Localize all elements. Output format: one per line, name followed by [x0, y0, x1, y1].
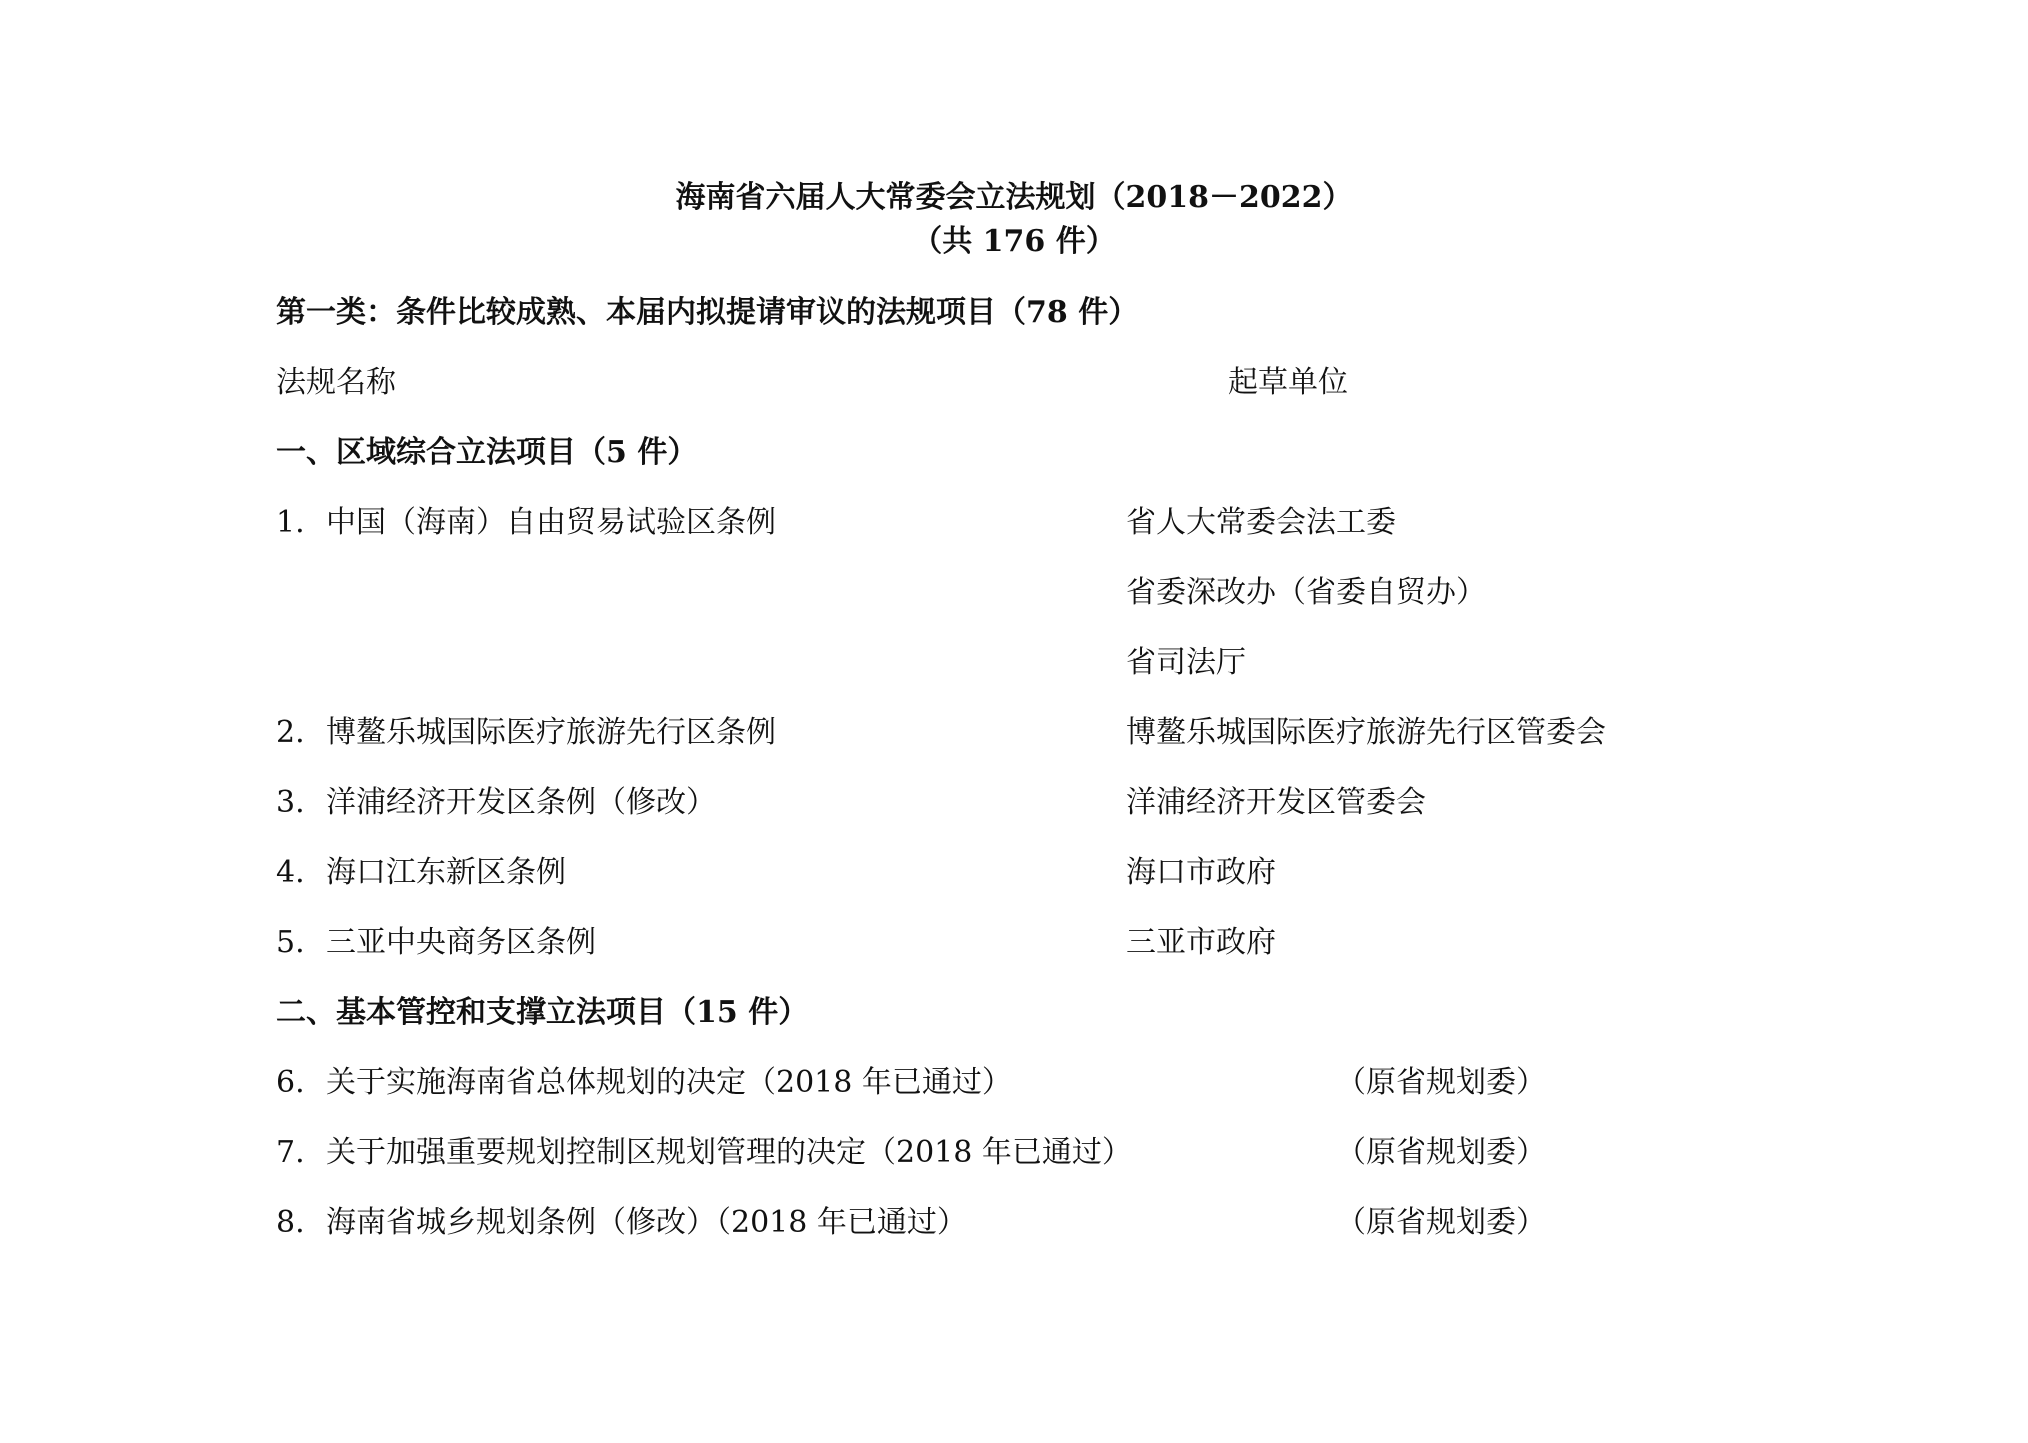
- item-number: 3.: [276, 785, 305, 820]
- column-header-name: 法规名称: [276, 365, 396, 400]
- item-number: 8.: [276, 1205, 305, 1240]
- section-heading: 一、区域综合立法项目（5 件）: [276, 435, 698, 470]
- item-name: 海南省城乡规划条例（修改）（2018 年已通过）: [326, 1205, 967, 1240]
- column-header-drafter: 起草单位: [1228, 365, 1348, 400]
- item-drafter: 省司法厅: [1126, 645, 1246, 680]
- item-name: 中国（海南）自由贸易试验区条例: [326, 505, 776, 540]
- item-name: 关于加强重要规划控制区规划管理的决定（2018 年已通过）: [326, 1135, 1132, 1170]
- item-name: 洋浦经济开发区条例（修改）: [326, 785, 716, 820]
- item-drafter: 海口市政府: [1126, 855, 1276, 890]
- item-drafter: （原省规划委）: [1336, 1135, 1546, 1170]
- document-subtitle: （共 176 件）: [912, 224, 1116, 259]
- item-drafter: （原省规划委）: [1336, 1205, 1546, 1240]
- item-name: 关于实施海南省总体规划的决定（2018 年已通过）: [326, 1065, 1012, 1100]
- item-drafter: （原省规划委）: [1336, 1065, 1546, 1100]
- item-name: 博鳌乐城国际医疗旅游先行区条例: [326, 715, 776, 750]
- item-number: 1.: [276, 505, 305, 540]
- item-number: 2.: [276, 715, 305, 750]
- item-number: 6.: [276, 1065, 305, 1100]
- item-drafter: 博鳌乐城国际医疗旅游先行区管委会: [1126, 715, 1606, 750]
- item-number: 4.: [276, 855, 305, 890]
- item-drafter: 省委深改办（省委自贸办）: [1126, 575, 1486, 610]
- item-drafter: 三亚市政府: [1126, 925, 1276, 960]
- item-drafter: 省人大常委会法工委: [1126, 505, 1396, 540]
- item-number: 7.: [276, 1135, 305, 1170]
- section-heading: 二、基本管控和支撑立法项目（15 件）: [276, 995, 809, 1030]
- item-drafter: 洋浦经济开发区管委会: [1126, 785, 1426, 820]
- item-name: 海口江东新区条例: [326, 855, 566, 890]
- item-number: 5.: [276, 925, 305, 960]
- item-name: 三亚中央商务区条例: [326, 925, 596, 960]
- category-heading: 第一类：条件比较成熟、本届内拟提请审议的法规项目（78 件）: [276, 295, 1139, 330]
- document-title: 海南省六届人大常委会立法规划（2018－2022）: [675, 180, 1353, 215]
